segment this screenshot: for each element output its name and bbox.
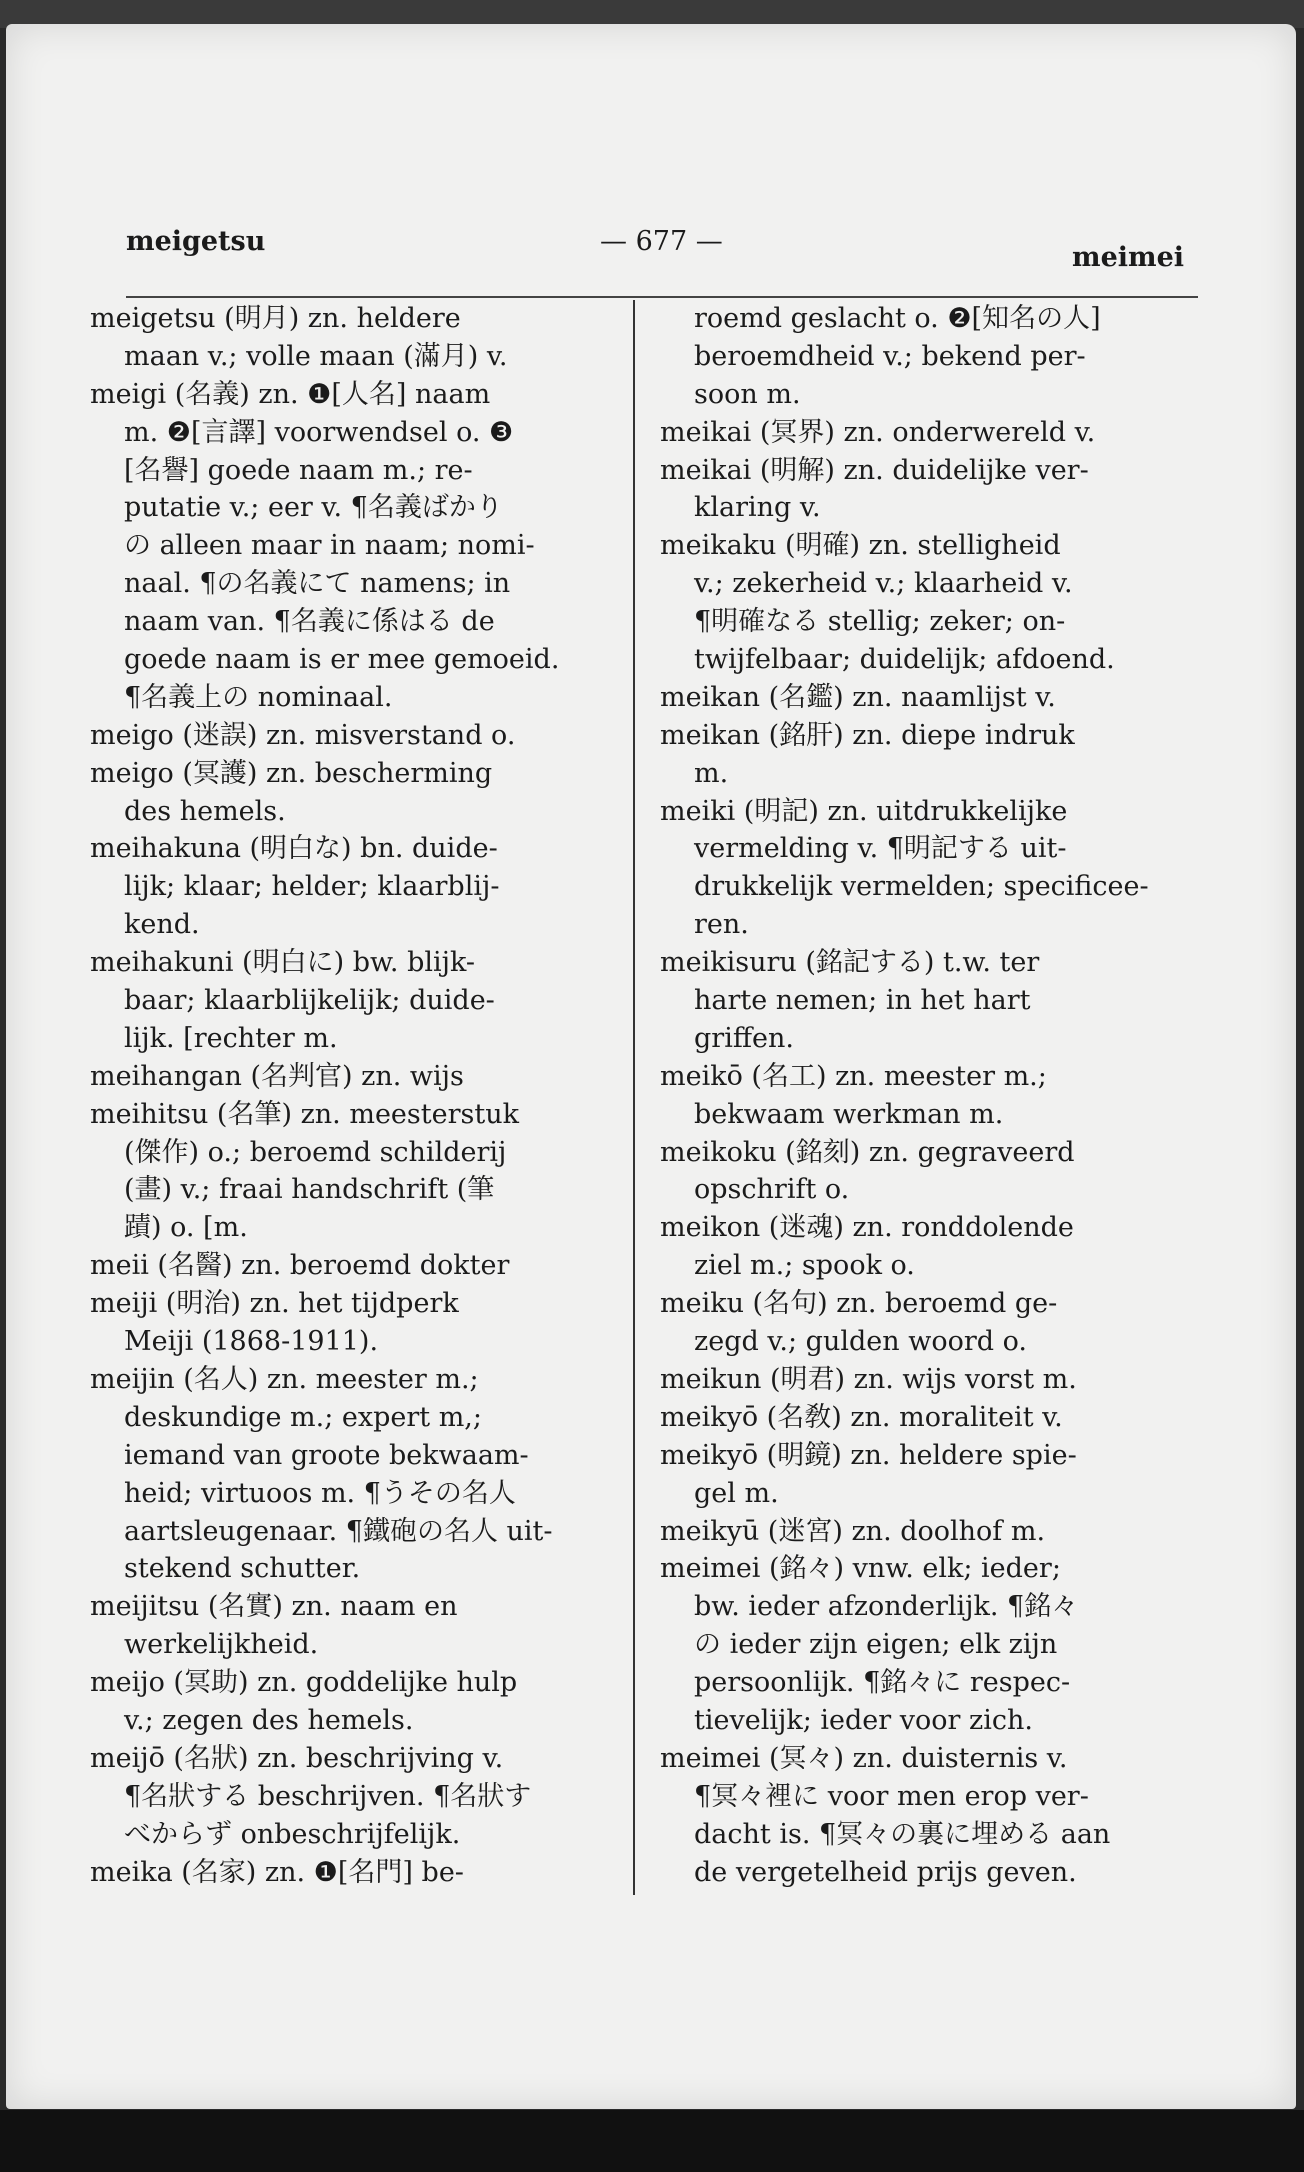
entry-line: goede naam is er mee gemoeid.	[124, 644, 560, 676]
entry-line: meikyō (名敎) zn. moraliteit v.	[660, 1401, 1063, 1433]
entry-line: klaring v.	[694, 492, 821, 524]
entry-line: meihitsu (名筆) zn. meesterstuk	[90, 1098, 519, 1130]
entry-line: m.	[694, 757, 729, 789]
entry-line: v.; zegen des hemels.	[124, 1704, 414, 1736]
entry-line: bekwaam werkman m.	[694, 1098, 1004, 1130]
entry-line: meikan (名鑑) zn. naamlijst v.	[660, 681, 1056, 713]
entry-line: meikaku (明確) zn. stelligheid	[660, 530, 1061, 562]
running-head-right: meimei	[1072, 242, 1185, 273]
entry-line: の ieder zijn eigen; elk zijn	[694, 1629, 1058, 1661]
entry-line: putatie v.; eer v. ¶名義ばかり	[124, 492, 503, 524]
entry-line: baar; klaarblijkelijk; duide-	[124, 985, 495, 1017]
scan-bottom-edge	[0, 2110, 1304, 2172]
entry-line: aartsleugenaar. ¶鐵砲の名人 uit-	[124, 1515, 553, 1547]
entry-line: drukkelijk vermelden; specificee-	[694, 871, 1149, 903]
entry-line: vermelding v. ¶明記する uit-	[694, 833, 1067, 865]
entry-line: opschrift o.	[694, 1174, 850, 1206]
entry-line: iemand van groote bekwaam-	[124, 1439, 529, 1471]
entry-line: meijo (冥助) zn. goddelijke hulp	[90, 1667, 518, 1699]
entry-line: meimei (冥々) zn. duisternis v.	[660, 1742, 1068, 1774]
entry-line: meikoku (銘刻) zn. gegraveerd	[660, 1136, 1075, 1168]
entry-line: meii (名醫) zn. beroemd dokter	[90, 1250, 510, 1282]
entry-line: meikun (明君) zn. wijs vorst m.	[660, 1363, 1077, 1395]
entry-line: meijitsu (名實) zn. naam en	[90, 1591, 458, 1623]
header-rule	[126, 296, 1198, 298]
entry-line: meikyō (明鏡) zn. heldere spie-	[660, 1439, 1077, 1471]
entry-line: Meiji (1868-1911).	[124, 1326, 379, 1358]
entry-line: v.; zekerheid v.; klaarheid v.	[694, 568, 1073, 600]
entry-line: [名譽] goede naam m.; re-	[124, 454, 473, 486]
entry-line: ¶冥々裡に voor men erop ver-	[694, 1780, 1089, 1812]
entry-line: gel m.	[694, 1477, 779, 1509]
entry-line: roemd geslacht o. ❷[知名の人]	[694, 303, 1101, 334]
entry-line: ren.	[694, 909, 749, 941]
entry-line: kend.	[124, 909, 200, 941]
entry-line: m. ❷[言譯] voorwendsel o. ❸	[124, 416, 514, 448]
entry-line: (畫) v.; fraai handschrift (筆	[124, 1174, 495, 1206]
entry-line: zegd v.; gulden woord o.	[694, 1326, 1027, 1358]
entry-line: stekend schutter.	[124, 1553, 361, 1585]
entry-line: meihakuna (明白な) bn. duide-	[90, 833, 498, 865]
entry-line: beroemdheid v.; bekend per-	[694, 340, 1086, 372]
entry-line: meikyū (迷宮) zn. doolhof m.	[660, 1515, 1046, 1547]
entry-line: meiki (明記) zn. uitdrukkelijke	[660, 795, 1068, 827]
entry-line: bw. ieder afzonderlijk. ¶銘々	[694, 1591, 1079, 1623]
entry-line: ziel m.; spook o.	[694, 1250, 915, 1282]
entry-line: heid; virtuoos m. ¶うその名人	[124, 1477, 516, 1509]
entry-line: lijk. [rechter m.	[124, 1022, 338, 1054]
entry-line: meika (名家) zn. ❶[名門] be-	[90, 1856, 464, 1888]
entry-line: harte nemen; in het hart	[694, 985, 1031, 1017]
entry-line: des hemels.	[124, 795, 286, 827]
running-head-left: meigetsu	[126, 226, 266, 257]
entry-line: の alleen maar in naam; nomi-	[124, 530, 535, 562]
entry-line: meiku (名句) zn. beroemd ge-	[660, 1288, 1058, 1320]
entry-line: meigo (迷誤) zn. misverstand o.	[90, 719, 516, 751]
entry-line: naal. ¶の名義にて namens; in	[124, 568, 511, 600]
entry-line: dacht is. ¶冥々の裏に埋める aan	[694, 1818, 1111, 1850]
entry-line: de vergetelheid prijs geven.	[694, 1856, 1077, 1888]
entry-line: persoonlijk. ¶銘々に respec-	[694, 1667, 1071, 1699]
entry-line: meikai (冥界) zn. onderwereld v.	[660, 416, 1096, 448]
entry-line: meikisuru (銘記する) t.w. ter	[660, 947, 1040, 979]
entry-line: meijō (名狀) zn. beschrijving v.	[90, 1742, 504, 1774]
entry-line: meikon (迷魂) zn. ronddolende	[660, 1212, 1074, 1244]
entry-line: meikan (銘肝) zn. diepe indruk	[660, 719, 1075, 751]
entry-line: meijin (名人) zn. meester m.;	[90, 1363, 479, 1395]
entry-line: ¶名狀する beschrijven. ¶名狀す	[124, 1780, 532, 1812]
entry-line: meigi (名義) zn. ❶[人名] naam	[90, 378, 491, 410]
entry-line: meikō (名工) zn. meester m.;	[660, 1060, 1047, 1092]
entry-line: meikai (明解) zn. duidelijke ver-	[660, 454, 1089, 486]
entry-line: ¶明確なる stellig; zeker; on-	[694, 606, 1066, 638]
entry-line: lijk; klaar; helder; klaarblij-	[124, 871, 500, 903]
entry-line: twijfelbaar; duidelijk; afdoend.	[694, 644, 1115, 676]
page-number: — 677 —	[600, 226, 723, 257]
left-column	[90, 300, 640, 1891]
entry-line: meigo (冥護) zn. bescherming	[90, 757, 493, 789]
entry-line: maan v.; volle maan (滿月) v.	[124, 340, 508, 372]
entry-line: (傑作) o.; beroemd schilderij	[124, 1136, 507, 1168]
entry-line: griffen.	[694, 1022, 794, 1054]
entry-line: meihakuni (明白に) bw. blijk-	[90, 947, 476, 979]
entry-line: ¶名義上の nominaal.	[124, 681, 393, 713]
entry-line: tievelijk; ieder voor zich.	[694, 1704, 1033, 1736]
entry-line: meihangan (名判官) zn. wijs	[90, 1060, 464, 1092]
entry-line: meimei (銘々) vnw. elk; ieder;	[660, 1553, 1061, 1585]
entry-line: werkelijkheid.	[124, 1629, 319, 1661]
entry-line: soon m.	[694, 378, 801, 410]
entry-line: meiji (明治) zn. het tijdperk	[90, 1288, 459, 1320]
right-column	[660, 300, 1210, 1891]
entry-line: べからず onbeschrijfelijk.	[124, 1818, 461, 1850]
entry-line: meigetsu (明月) zn. heldere	[90, 303, 461, 334]
entry-line: 蹟) o. [m.	[124, 1212, 248, 1244]
entry-line: deskundige m.; expert m,;	[124, 1401, 482, 1433]
entry-line: naam van. ¶名義に係はる de	[124, 606, 495, 638]
